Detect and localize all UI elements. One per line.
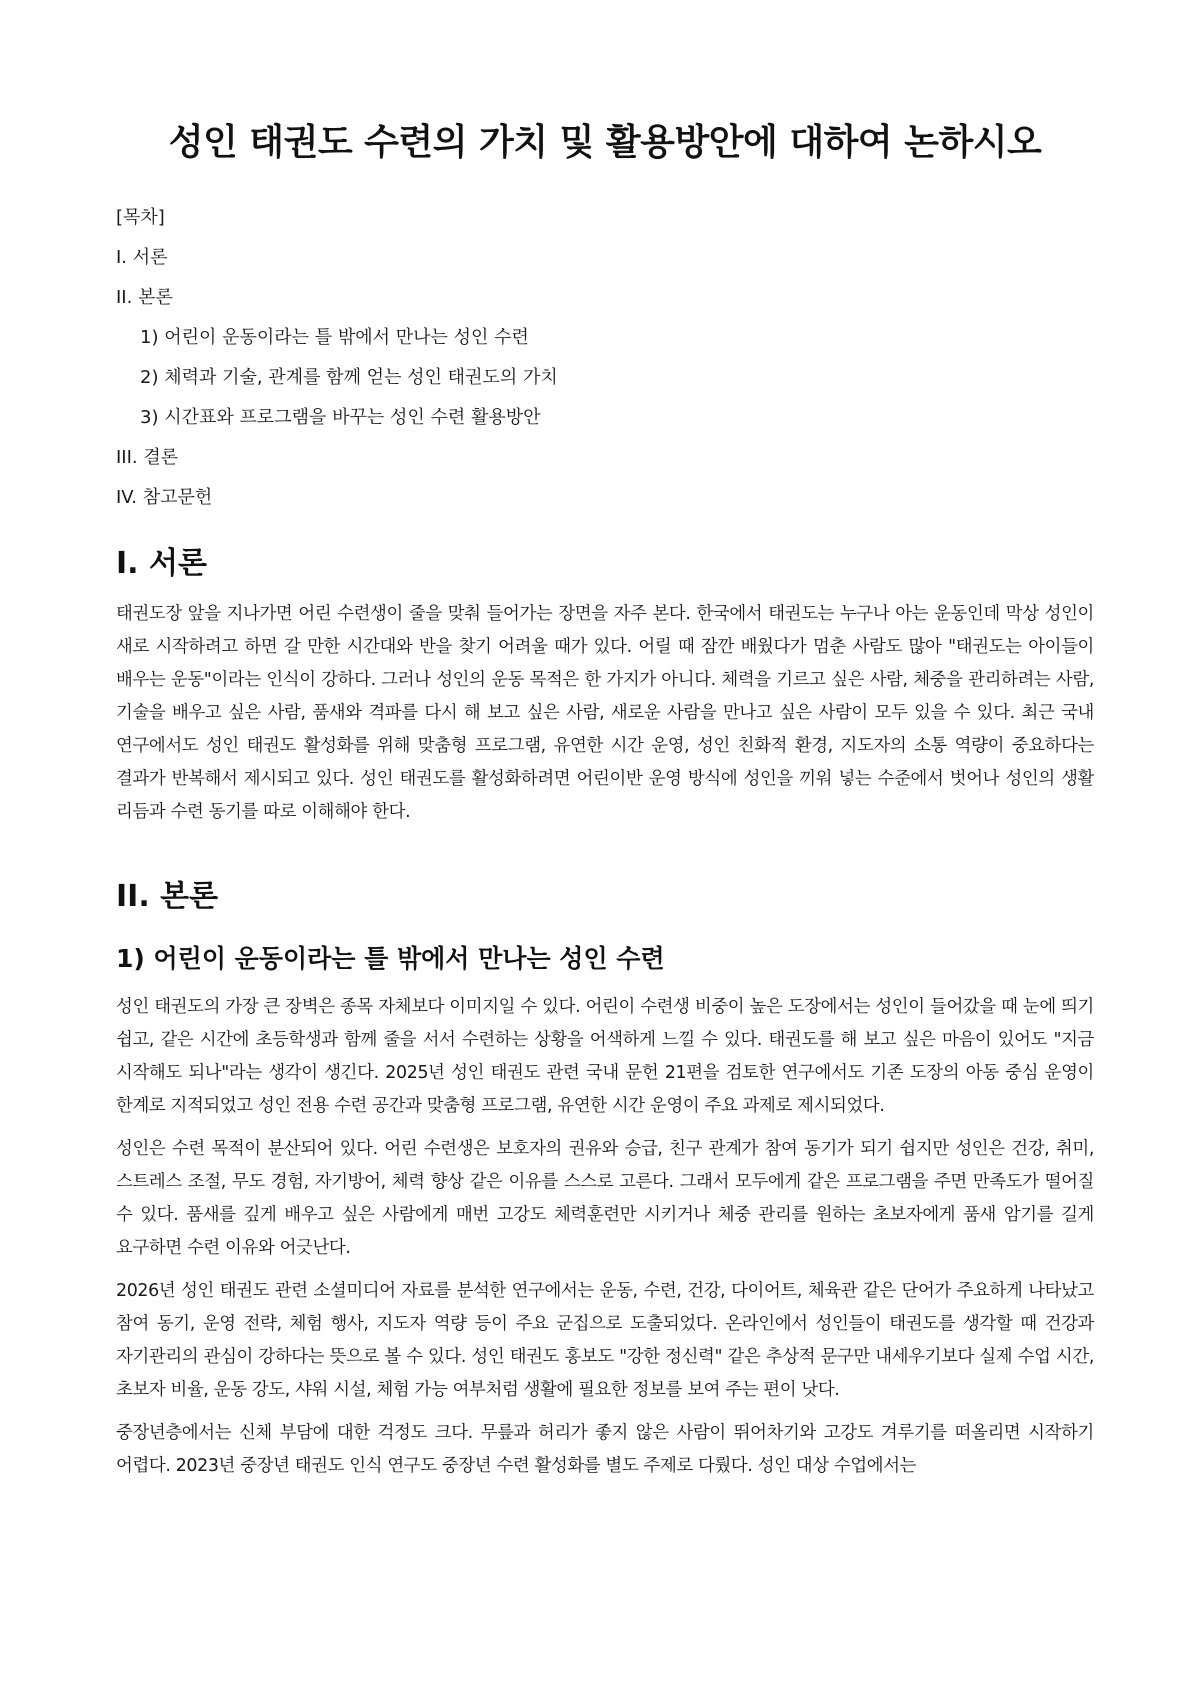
section-heading-body: II. 본론 [116, 879, 219, 914]
section-heading-intro: I. 서론 [116, 546, 207, 581]
toc-heading: [목차] [116, 207, 165, 228]
toc-item-body-2: 2) 체력과 기술, 관계를 함께 얻는 성인 태권도의 가치 [140, 367, 558, 388]
body-paragraph-3: 2026년 성인 태권도 관련 소셜미디어 자료를 분석한 연구에서는 운동, 수련, 건강, 다이어트, 체육관 같은 단어가 주요하게 나타났고 참여 동기, 운영 전략, 체험 행사, 지도자 역량 등이 주요 군집으로 도출되었다. 온라인에서 성인들이 태권도를 생각할 때 건강과 자기관리의 관심이 강하다는 뜻으로 볼 수 있다. 성인 태권도 홍보도 "강한 정신력" 같은 추상적 문구만 내세우기보다 실제 수업 시간, 초보자 비율, 운동 강도, 샤워 시설, 체험 가능 여부처럼 생활에 필요한 정보를 보여 주는 편이 낫다. [116, 1281, 1094, 1400]
body-paragraph-1: 성인 태권도의 가장 큰 장벽은 종목 자체보다 이미지일 수 있다. 어린이 수련생 비중이 높은 도장에서는 성인이 들어갔을 때 눈에 띄기 쉽고, 같은 시간에 초등학생과 함께 줄을 서서 수련하는 상황을 어색하게 느낄 수 있다. 태권도를 해 보고 싶은 마음이 있어도 "지금 시작해도 되나"라는 생각이 생긴다. 2025년 성인 태권도 관련 국내 문헌 21편을 검토한 연구에서도 기존 도장의 아동 중심 운영이 한계로 지적되었고 성인 전용 수련 공간과 맞춤형 프로그램, 유연한 시간 운영이 주요 과제로 제시되었다. [116, 997, 1094, 1116]
toc-item-body-3: 3) 시간표와 프로그램을 바꾸는 성인 수련 활용방안 [140, 407, 541, 428]
body-paragraph-4: 중장년층에서는 신체 부담에 대한 걱정도 크다. 무릎과 허리가 좋지 않은 사람이 뛰어차기와 고강도 겨루기를 떠올리면 시작하기 어렵다. 2023년 중장년 태권도 인식 연구도 중장년 수련 활성화를 별도 주제로 다뤘다. 성인 대상 수업에서는 [116, 1423, 1094, 1476]
body-paragraph-2: 성인은 수련 목적이 분산되어 있다. 어린 수련생은 보호자의 권유와 승급, 친구 관계가 참여 동기가 되기 쉽지만 성인은 건강, 취미, 스트레스 조절, 무도 경험, 자기방어, 체력 향상 같은 이유를 스스로 고른다. 그래서 모두에게 같은 프로그램을 주면 만족도가 떨어질 수 있다. 품새를 깊게 배우고 싶은 사람에게 매번 고강도 체력훈련만 시키거나 체중 관리를 원하는 초보자에게 품새 암기를 길게 요구하면 수련 이유와 어긋난다. [116, 1139, 1094, 1258]
toc-item-body-1: 1) 어린이 운동이라는 틀 밖에서 만나는 성인 수련 [140, 327, 529, 348]
table-of-contents [116, 198, 1094, 518]
toc-item-references: IV. 참고문헌 [116, 487, 213, 508]
intro-paragraph: 태권도장 앞을 지나가면 어린 수련생이 줄을 맞춰 들어가는 장면을 자주 본다. 한국에서 태권도는 누구나 아는 운동인데 막상 성인이 새로 시작하려고 하면 갈 만한 시간대와 반을 찾기 어려울 때가 있다. 어릴 때 잠깐 배웠다가 멈춘 사람도 많아 "태권도는 아이들이 배우는 운동"이라는 인식이 강하다. 그러나 성인의 운동 목적은 한 가지가 아니다. 체력을 기르고 싶은 사람, 체중을 관리하려는 사람, 기술을 배우고 싶은 사람, 품새와 격파를 다시 해 보고 싶은 사람, 새로운 사람을 만나고 싶은 사람이 모두 있을 수 있다. 최근 국내 연구에서도 성인 태권도 활성화를 위해 맞춤형 프로그램, 유연한 시간 운영, 성인 친화적 환경, 지도자의 소통 역량이 중요하다는 결과가 반복해서 제시되고 있다. 성인 태권도를 활성화하려면 어린이반 운영 방식에 성인을 끼워 넣는 수준에서 벗어나 성인의 생활 리듬과 수련 동기를 따로 이해해야 한다. [116, 604, 1094, 822]
toc-item-conclusion: III. 결론 [116, 447, 179, 468]
toc-item-body: II. 본론 [116, 287, 173, 308]
toc-item-intro: I. 서론 [116, 247, 168, 268]
page-title: 성인 태권도 수련의 가치 및 활용방안에 대하여 논하시오 [168, 122, 1042, 163]
subsection-heading-1: 1) 어린이 운동이라는 틀 밖에서 만나는 성인 수련 [116, 944, 665, 973]
